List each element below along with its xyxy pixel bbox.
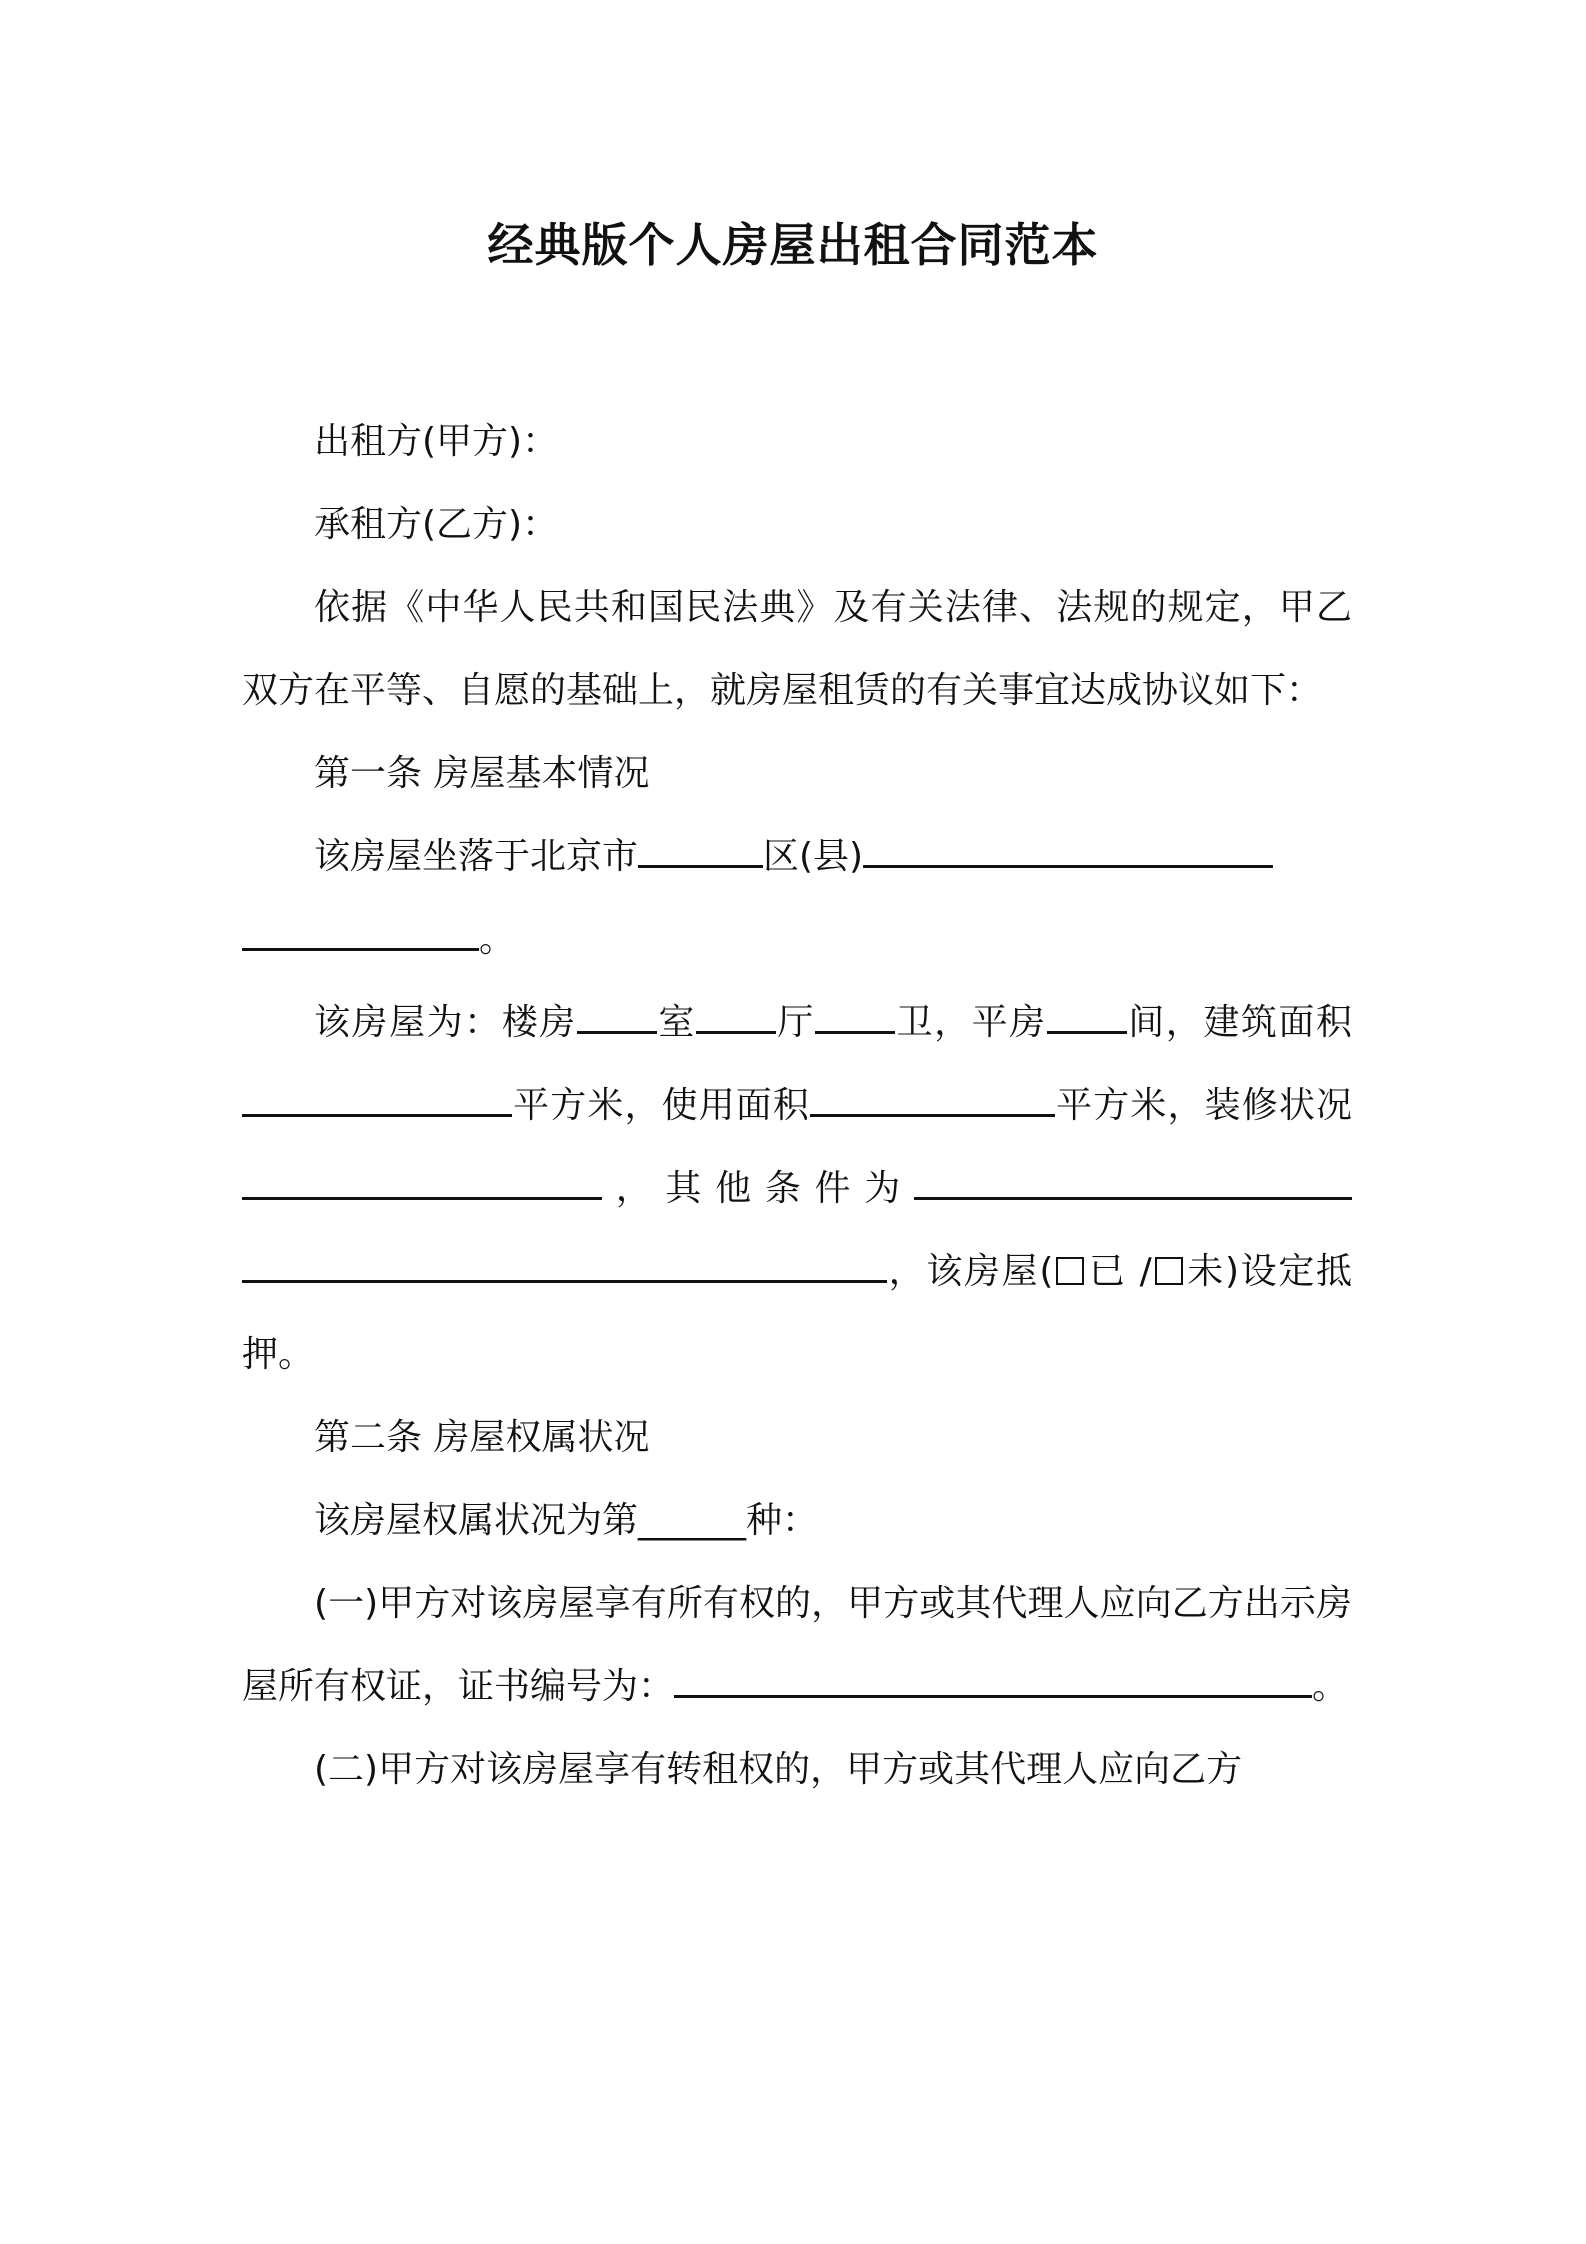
mortgage-yes-checkbox[interactable] <box>1056 1257 1084 1285</box>
location-text-b: 区(县) <box>763 836 864 877</box>
location-period: 。 <box>479 919 516 960</box>
certificate-number-blank-2 <box>1194 1661 1312 1698</box>
clause-2-paragraph: (二)甲方对该房屋享有转租权的，甲方或其代理人应向乙方 <box>314 1749 1243 1790</box>
area-unit-1: 平方米，使用面积 <box>512 1085 811 1126</box>
location-paragraph <box>242 815 1352 898</box>
address-blank-2 <box>242 914 479 951</box>
certificate-number-blank <box>674 1661 1194 1698</box>
document-title: 经典版个人房屋出租合同范本 <box>487 218 1099 272</box>
house-paragraph <box>242 981 1352 1396</box>
article-1-heading: 第一条 房屋基本情况 <box>314 753 650 794</box>
mortgage-text-a: ，该房屋( <box>887 1251 1054 1292</box>
clause-1-period: 。 <box>1312 1666 1349 1707</box>
house-bath-label: 卫，平房 <box>894 1002 1047 1043</box>
other-conditions-blank-2 <box>242 1246 887 1283</box>
ownership-paragraph: 该房屋权属状况为第______种： <box>314 1500 819 1541</box>
house-text-a: 该房屋为：楼房 <box>314 1002 577 1043</box>
building-area-blank <box>242 1080 512 1117</box>
bath-count-blank <box>815 997 895 1034</box>
mortgage-no-checkbox[interactable] <box>1155 1257 1183 1285</box>
bungalow-count-blank <box>1047 997 1127 1034</box>
house-room-label: 室 <box>656 1002 696 1043</box>
district-blank <box>638 831 763 868</box>
house-hall-label: 厅 <box>775 1002 815 1043</box>
usable-area-blank <box>810 1080 1055 1117</box>
lessor-line: 出租方(甲方)： <box>314 421 559 462</box>
mortgage-no-label: 未)设定抵押。 <box>242 1251 1353 1375</box>
preamble-paragraph: 依据《中华人民共和国民法典》及有关法律、法规的规定，甲乙双方在平等、自愿的基础上，就房屋租赁的有关事宜达成协议如下： <box>242 587 1352 711</box>
lessee-line: 承租方(乙方)： <box>314 504 559 545</box>
clause-1-paragraph <box>242 1562 1352 1728</box>
document-body <box>242 400 1352 1811</box>
location-text-a: 该房屋坐落于北京市 <box>314 836 639 877</box>
address-blank <box>863 831 1273 868</box>
mortgage-yes-label: 已 / <box>1087 1251 1152 1292</box>
house-text-b: 间，建筑面积 <box>1126 1002 1352 1043</box>
other-conditions-label: ，其他条件为 <box>602 1168 914 1209</box>
area-unit-2: 平方米，装修状况 <box>1055 1085 1352 1126</box>
decoration-blank <box>242 1163 602 1200</box>
other-conditions-blank <box>914 1163 1352 1200</box>
hall-count-blank <box>696 997 776 1034</box>
article-2-heading: 第二条 房屋权属状况 <box>314 1417 650 1458</box>
room-count-blank <box>577 997 657 1034</box>
location-continuation <box>242 898 1352 981</box>
clause-1-text: (一)甲方对该房屋享有所有权的，甲方或其代理人应向乙方出示房屋所有权证，证书编号为： <box>242 1583 1352 1707</box>
